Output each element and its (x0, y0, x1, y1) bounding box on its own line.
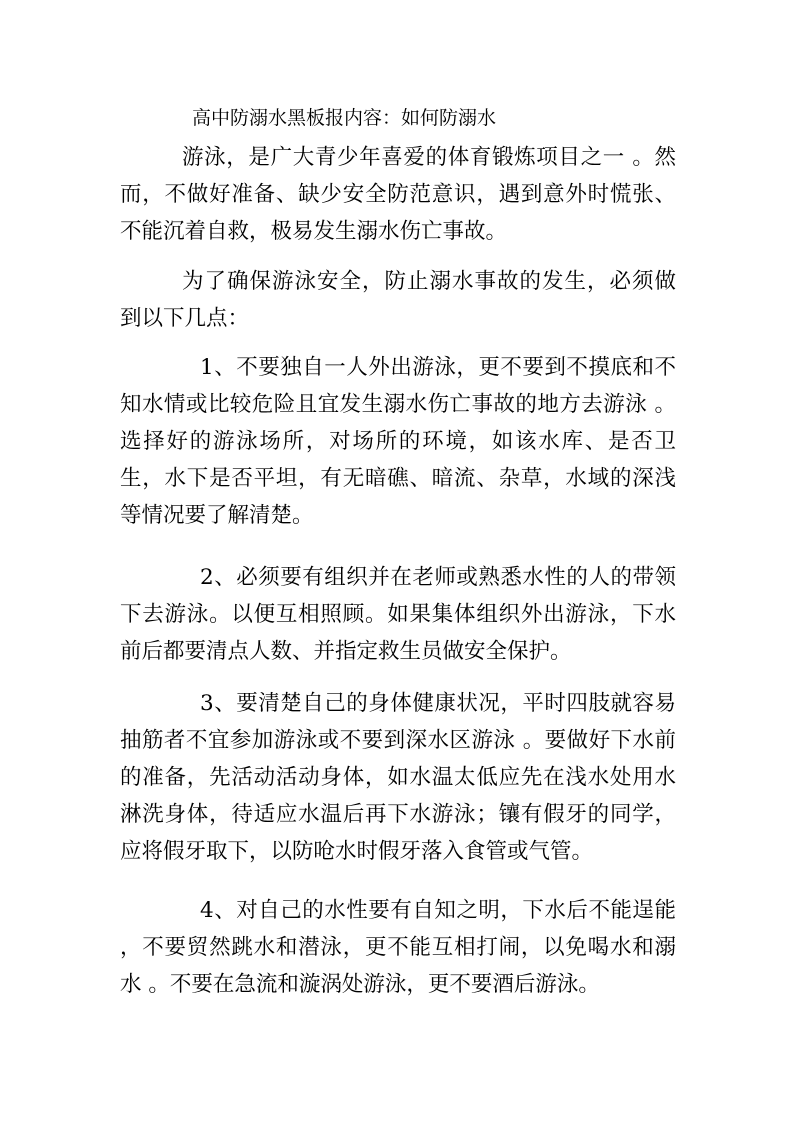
paragraph-intro: 游泳，是广大青少年喜爱的体育锻炼项目之一 。然而，不做好准备、缺少安全防范意识，遇到意外时慌张、不能沉着自救，极易发生溺水伤亡事故。 (120, 145, 676, 244)
paragraph-point-1: 1、不要独自一人外出游泳，更不要到不摸底和不知水情或比较危险且宜发生溺水伤亡事故的地方去游泳 。选择好的游泳场所，对场所的环境，如该水库、是否卫生，水下是否平坦，有无暗礁、暗流、杂草，水域的深浅等情况要了解清楚。 (120, 355, 676, 528)
paragraph-point-4: 4、对自己的水性要有自知之明，下水后不能逞能 ，不要贸然跳水和潜泳，更不能互相打闹，以免喝水和溺水 。不要在急流和漩涡处游泳，更不要酒后游泳。 (120, 898, 676, 997)
paragraph-point-3: 3、要清楚自己的身体健康状况，平时四肢就容易抽筋者不宜参加游泳或不要到深水区游泳 。要做好下水前的准备，先活动活动身体，如水温太低应先在浅水处用水淋洗身体，待适应水温后再下水游泳；镶有假牙的同学，应将假牙取下，以防呛水时假牙落入食管或气管。 (120, 691, 676, 864)
paragraph-point-2: 2、必须要有组织并在老师或熟悉水性的人的带领下去游泳。以便互相照顾。如果集体组织外出游泳，下水前后都要清点人数、并指定救生员做安全保护。 (120, 565, 676, 664)
paragraph-requirements: 为了确保游泳安全，防止溺水事故的发生，必须做到以下几点： (120, 269, 676, 331)
document-title: 高中防溺水黑板报内容：如何防溺水 (192, 107, 497, 129)
